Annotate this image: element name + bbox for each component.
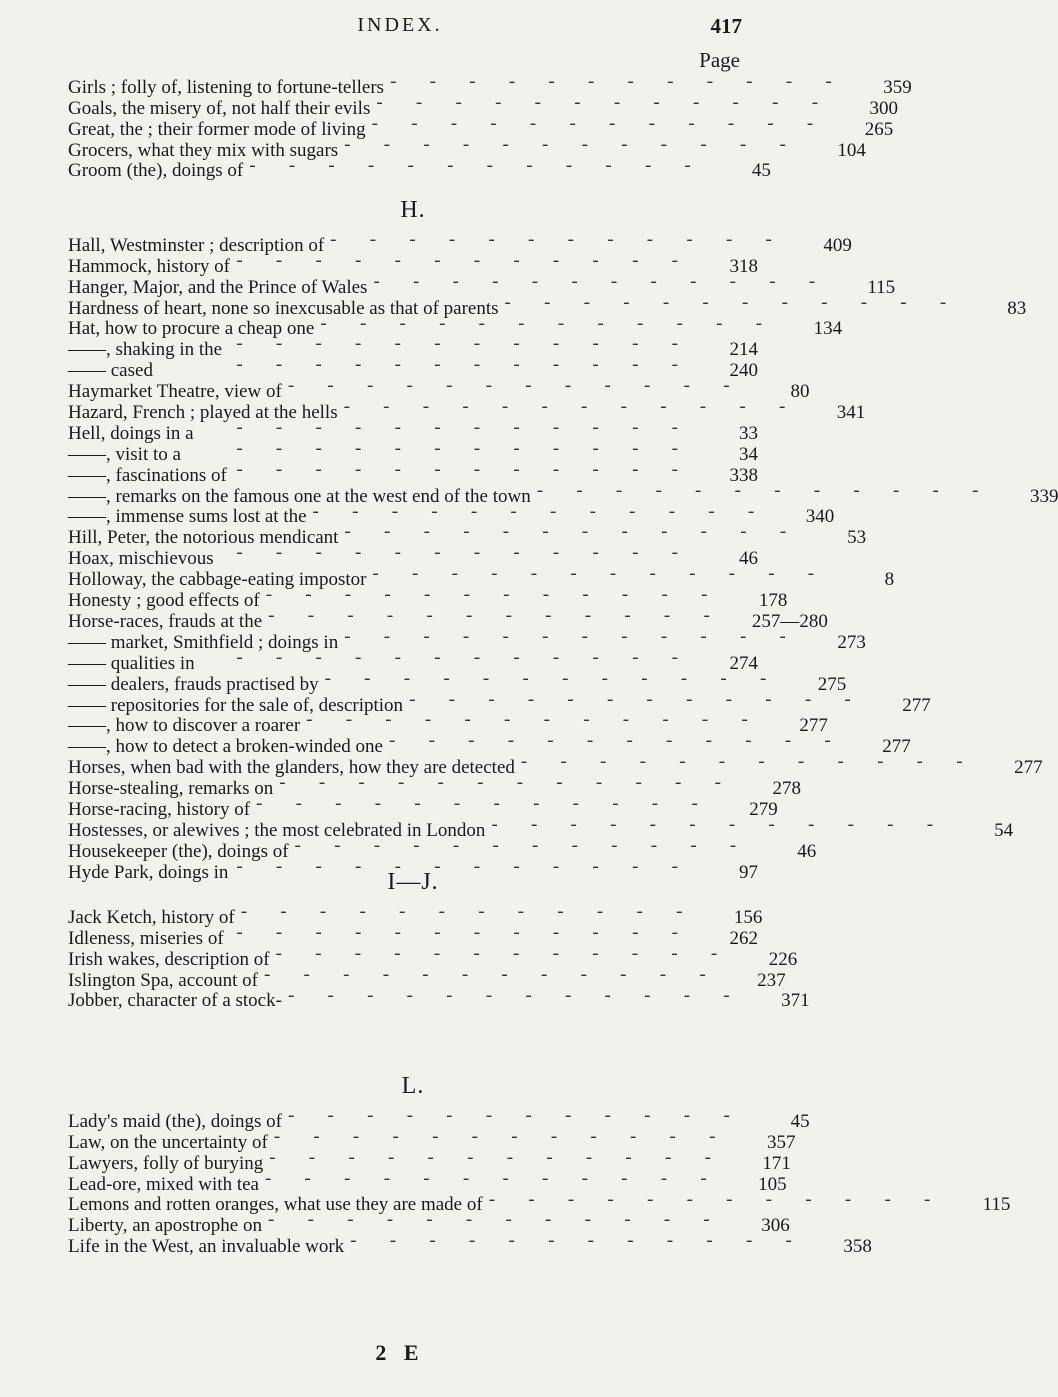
entry-page: 115: [982, 1194, 1011, 1216]
leader-dashes: [241, 902, 683, 923]
index-entry: [68, 376, 810, 403]
entry-page: 83: [1007, 297, 1027, 319]
entry-text: —— cased: [68, 360, 153, 382]
running-head: [0, 14, 800, 44]
entry-page: 240: [729, 360, 758, 382]
entry-text: Hammock, history of: [68, 255, 231, 277]
section-i-j: [68, 862, 810, 1012]
entry-page: 46: [739, 548, 758, 570]
entry-text: Horse-stealing, remarks on: [68, 778, 274, 800]
entry-text: Hanger, Major, and the Prince of Wales: [68, 276, 368, 298]
entry-page: 300: [869, 97, 899, 119]
leader-dashes: [268, 606, 710, 627]
section-heading: L.: [401, 1073, 425, 1099]
entry-page: 257—280: [751, 610, 828, 632]
leader-dashes: [265, 1169, 707, 1190]
entry-page: 53: [847, 527, 867, 549]
entry-text: Hill, Peter, the notorious mendicant: [68, 527, 339, 549]
leader-dashes: [325, 669, 767, 690]
entry-page: 265: [864, 118, 894, 140]
entry-text: Hardness of heart, none so inexcusable as that of parents: [68, 297, 499, 319]
leader-dashes: [350, 1231, 792, 1252]
index-entry: [68, 72, 912, 98]
entry-text: —— dealers, frauds practised by: [68, 673, 319, 695]
index-entry: [68, 1106, 810, 1132]
leader-dashes: [372, 564, 814, 585]
entry-text: ——, visit to a: [68, 443, 181, 465]
leader-dashes: [269, 1148, 711, 1169]
entry-page: 115: [867, 276, 896, 298]
entry-page: 8: [884, 569, 895, 591]
entry-page: 54: [994, 819, 1014, 841]
entry-page: 275: [817, 673, 847, 695]
entry-page: 134: [813, 318, 843, 340]
leader-dashes: [264, 965, 706, 986]
index-entry: [68, 902, 763, 928]
entry-page: 371: [781, 990, 810, 1012]
entry-text: Hell, doings in a: [68, 422, 194, 444]
entry-page: 277: [882, 736, 911, 758]
entry-text: Life in the West, an invaluable work: [68, 1236, 345, 1258]
entry-page: 277: [902, 694, 931, 716]
leader-dashes: [409, 690, 851, 711]
entry-text: Horse-racing, history of: [68, 798, 251, 820]
leader-dashes: [489, 1190, 931, 1211]
entry-page: 237: [757, 969, 786, 991]
leader-dashes: [295, 836, 737, 857]
entry-text: Lady's maid (the), doings of: [68, 1110, 282, 1132]
entry-text: ——, immense sums lost at the: [68, 506, 307, 528]
entry-text: ——, how to discover a roarer: [68, 715, 301, 737]
entry-text: Horses, when bad with the glanders, how they are detected: [68, 757, 515, 779]
entry-page: 178: [758, 590, 788, 612]
entry-text: Girls ; folly of, listening to fortune-tellers: [68, 76, 385, 98]
entry-page: 274: [729, 652, 758, 674]
leader-dashes: [159, 355, 678, 376]
entry-page: 34: [739, 443, 758, 465]
entry-page: 226: [768, 948, 798, 970]
entry-page: 279: [749, 798, 778, 820]
entry-text: Lemons and rotten oranges, what use they are made of: [68, 1194, 483, 1216]
entry-text: —— market, Smithfield ; doings in: [68, 631, 339, 653]
entry-page: 278: [772, 778, 801, 800]
entry-page: 262: [729, 927, 758, 949]
entry-page: 358: [843, 1236, 872, 1258]
entry-text: Hat, how to procure a cheap one: [68, 318, 315, 340]
leader-dashes: [313, 502, 755, 523]
leader-dashes: [268, 1210, 710, 1231]
entry-page: 409: [823, 234, 852, 256]
leader-dashes: [491, 815, 933, 836]
entry-text: ——, how to detect a broken-winded one: [68, 736, 383, 758]
entry-text: Goals, the misery of, not half their evils: [68, 97, 371, 119]
entry-page: 277: [799, 715, 828, 737]
leader-dashes: [344, 135, 786, 156]
page-column-label: Page: [699, 48, 740, 72]
entry-text: Holloway, the cabbage-eating impostor: [68, 569, 367, 591]
section-heading: H.: [400, 197, 426, 223]
leader-dashes: [373, 272, 815, 293]
leader-dashes: [256, 794, 698, 815]
section-g: [68, 72, 912, 182]
entry-text: ——, fascinations of: [68, 464, 227, 486]
entry-text: Hyde Park, doings in: [68, 861, 229, 883]
entry-text: Liberty, an apostrophe on: [68, 1215, 262, 1237]
entry-page: 45: [790, 1110, 810, 1132]
entry-text: Irish wakes, description of: [68, 948, 270, 970]
leader-dashes: [288, 986, 730, 1007]
entry-text: ——, remarks on the famous one at the west end of the town: [68, 485, 531, 507]
entry-page: 359: [883, 76, 912, 98]
leader-dashes: [505, 293, 947, 314]
entry-page: 104: [837, 139, 866, 161]
entry-page: 338: [729, 464, 758, 486]
leader-dashes: [320, 314, 762, 335]
leader-dashes: [372, 114, 814, 135]
entry-text: Honesty ; good effects of: [68, 590, 260, 612]
entry-text: —— repositories for the sale of, description: [68, 694, 404, 716]
leader-dashes: [344, 522, 786, 543]
entry-text: Horse-races, frauds at the: [68, 610, 263, 632]
leader-dashes: [276, 944, 718, 965]
entry-page: 33: [739, 422, 758, 444]
entry-text: Housekeeper (the), doings of: [68, 840, 289, 862]
entry-page: 171: [762, 1152, 791, 1174]
leader-dashes: [249, 156, 691, 177]
entry-text: Hall, Westminster ; description of: [68, 234, 325, 256]
leader-dashes: [344, 397, 786, 418]
entry-text: Groom (the), doings of: [68, 160, 244, 182]
entry-text: Grocers, what they mix with sugars: [68, 139, 339, 161]
index-entry: [68, 230, 852, 256]
entry-page: 46: [797, 840, 817, 862]
entry-text: Hoax, mischievous: [68, 548, 214, 570]
leader-dashes: [288, 1106, 730, 1127]
leader-dashes: [220, 543, 678, 564]
entry-text: Islington Spa, account of: [68, 969, 258, 991]
leader-dashes: [201, 648, 678, 669]
entry-page: 273: [837, 631, 866, 653]
entry-page: 97: [739, 861, 758, 883]
leader-dashes: [236, 251, 678, 272]
leader-dashes: [390, 72, 832, 93]
leader-dashes: [288, 376, 730, 397]
leader-dashes: [230, 923, 678, 944]
entry-page: 318: [729, 255, 758, 277]
entry-page: 80: [790, 381, 810, 403]
entry-text: Hazard, French ; played at the hells: [68, 402, 338, 424]
leader-dashes: [521, 752, 963, 773]
section-l: [68, 1066, 1011, 1258]
entry-page: 105: [758, 1173, 787, 1195]
entry-text: Idleness, miseries of: [68, 927, 224, 949]
leader-dashes: [344, 627, 786, 648]
leader-dashes: [266, 585, 708, 606]
entry-text: Lawyers, folly of burying: [68, 1152, 264, 1174]
leader-dashes: [228, 334, 678, 355]
leader-dashes: [376, 93, 818, 114]
entry-page: 156: [733, 906, 763, 928]
leader-dashes: [233, 460, 678, 481]
entry-text: Law, on the uncertainty of: [68, 1131, 268, 1153]
entry-text: Haymarket Theatre, view of: [68, 381, 282, 403]
entry-page: 341: [836, 402, 866, 424]
entry-text: ——, shaking in the: [68, 339, 223, 361]
entry-text: Great, the ; their former mode of living: [68, 118, 366, 140]
entry-page: 214: [729, 339, 758, 361]
signature-mark: 2 E: [375, 1340, 425, 1365]
section-heading: I—J.: [387, 869, 439, 895]
entry-text: Lead-ore, mixed with tea: [68, 1173, 259, 1195]
entry-page: 277: [1014, 757, 1043, 779]
leader-dashes: [306, 710, 748, 731]
leader-dashes: [537, 481, 979, 502]
leader-dashes: [330, 230, 772, 251]
leader-dashes: [187, 439, 678, 460]
leader-dashes: [274, 1127, 716, 1148]
leader-dashes: [389, 731, 831, 752]
entry-page: 357: [766, 1131, 796, 1153]
index-entry: [68, 355, 758, 382]
entry-text: Jack Ketch, history of: [68, 906, 235, 928]
entry-page: 339: [1029, 485, 1058, 507]
entry-page: 306: [761, 1215, 790, 1237]
entry-page: 340: [805, 506, 835, 528]
entry-page: 45: [751, 160, 771, 182]
entry-text: Hostesses, or alewives ; the most celebrated in London: [68, 819, 486, 841]
leader-dashes: [200, 418, 678, 439]
leader-dashes: [279, 773, 721, 794]
page-number: 417: [710, 14, 742, 38]
running-title: INDEX.: [357, 14, 443, 36]
entry-text: —— qualities in: [68, 652, 195, 674]
entry-text: Jobber, character of a stock-: [68, 990, 282, 1012]
